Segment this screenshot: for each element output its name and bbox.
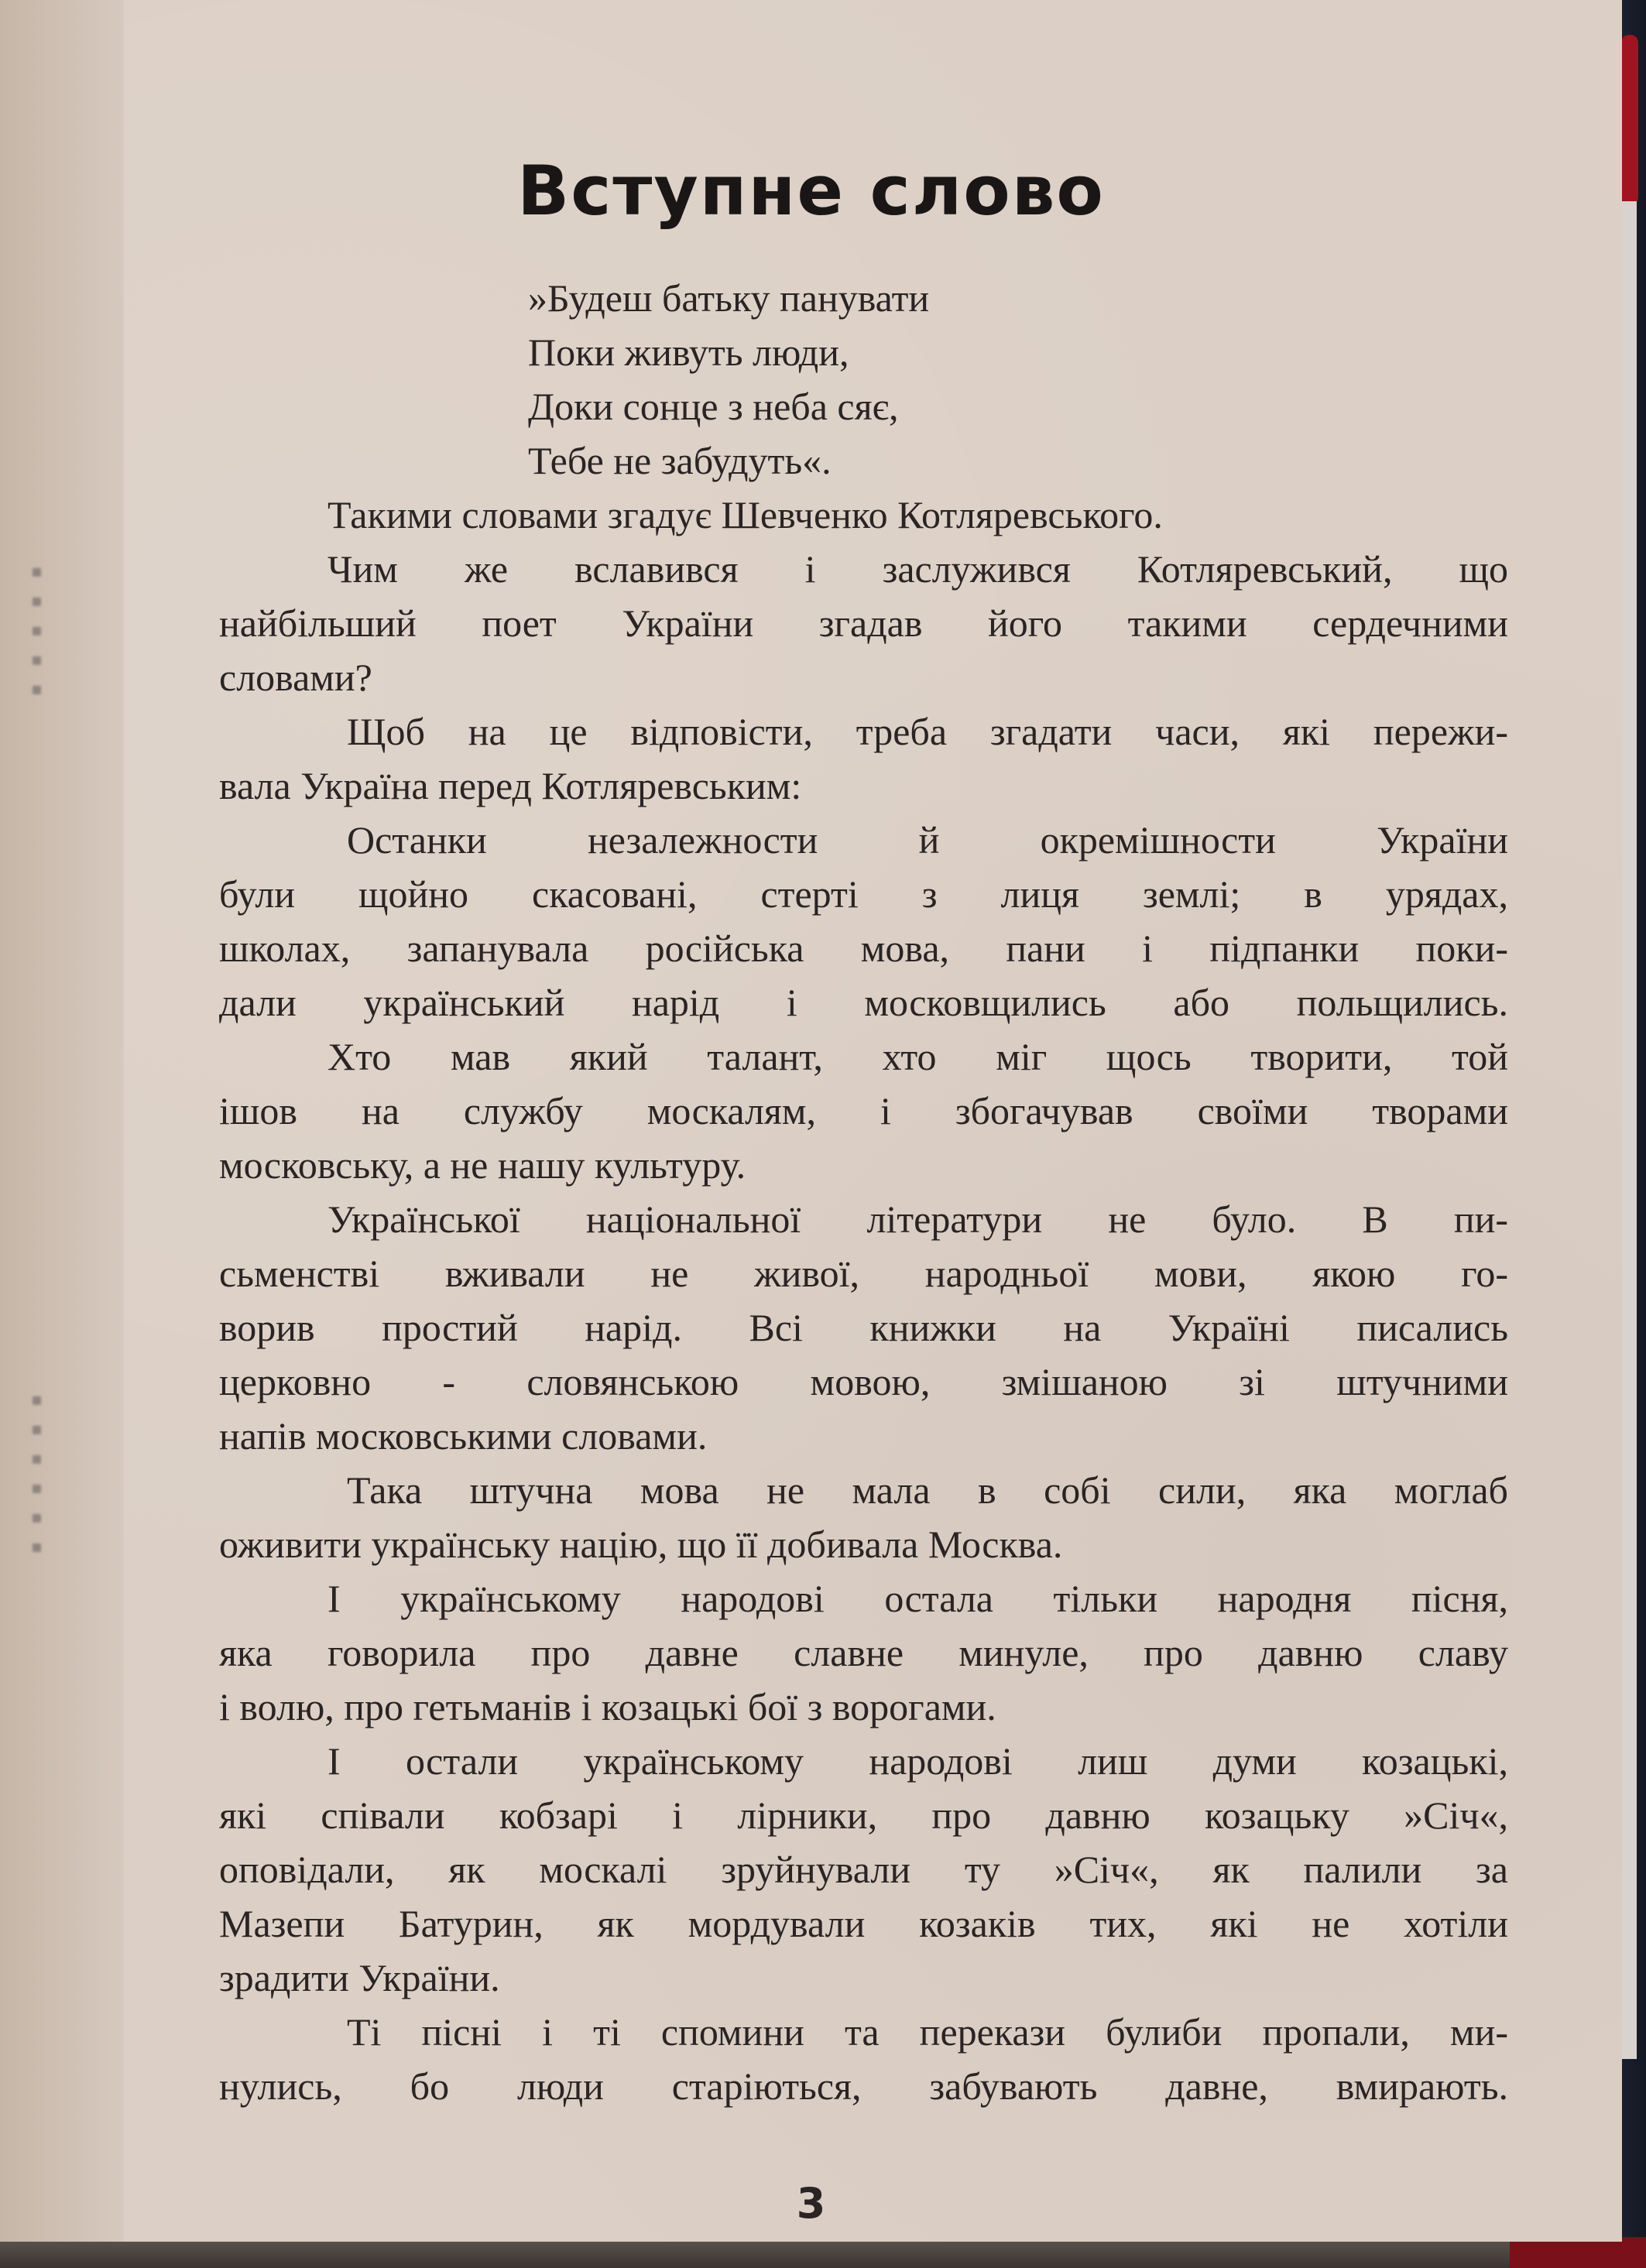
text-line: Така штучна мова не мала в собі сили, яка моглаб <box>347 1468 1508 1512</box>
text-line: оживити українську націю, що її добивала Москва. <box>219 1523 1063 1566</box>
page-gutter <box>0 0 124 2242</box>
text-line: московську, а не нашу культуру. <box>219 1143 746 1187</box>
text-line: Української національної літератури не було. В пи- <box>327 1197 1508 1241</box>
text-line: школах, запанувала російська мова, пани і підпанки поки- <box>219 927 1508 970</box>
text-line: словами? <box>219 656 372 699</box>
text-line: оповідали, як москалі зруйнували ту »Січ«, як палили за <box>219 1848 1508 1891</box>
text-line: яка говорила про давне славне минуле, про давню славу <box>219 1631 1508 1674</box>
poem-line: Тебе не забудуть«. <box>528 439 832 482</box>
page-edge-strip <box>1621 201 1637 2059</box>
book-bottom-edge <box>0 2241 1646 2268</box>
page-number: 3 <box>796 2179 826 2228</box>
text-line: зрадити України. <box>219 1956 500 1999</box>
text-line: І остали українському народові лиш думи козацькі, <box>327 1739 1508 1783</box>
body-text <box>219 488 1508 2113</box>
red-binding <box>1621 35 1638 205</box>
text-line: ворив простий нарід. Всі книжки на Україні писались <box>219 1306 1508 1349</box>
text-line: сьменстві вживали не живої, народньої мови, якою го- <box>219 1252 1508 1295</box>
text-line: Мазепи Батурин, як мордували козаків тих, які не хотіли <box>219 1902 1508 1945</box>
text-line: Хто мав який талант, хто міг щось творити, той <box>327 1035 1508 1078</box>
text-line: ішов на службу москалям, і збогачував своїми творами <box>219 1089 1508 1132</box>
page-title: Вступне слово <box>517 151 1105 231</box>
epigraph-poem <box>528 271 929 488</box>
text-line: вала Україна перед Котляревським: <box>219 764 802 807</box>
text-line: Чим же вславився і заслужився Котляревський, що <box>327 547 1508 591</box>
text-line: дали український нарід і московщились або польщились. <box>219 981 1508 1024</box>
text-line: І українському народові остала тільки народня пісня, <box>327 1577 1508 1620</box>
text-line: Останки незалежности й окремішности України <box>347 818 1508 862</box>
text-line: Ті пісні і ті спомини та перекази булиби пропали, ми- <box>347 2010 1508 2054</box>
poem-line: »Будеш батьку панувати <box>528 276 930 320</box>
text-line: які співали кобзарі і лірники, про давню козацьку »Січ«, <box>219 1794 1508 1837</box>
text-line: Щоб на це відповісти, треба згадати часи, які пережи- <box>347 710 1508 753</box>
red-cloth-corner <box>1510 2237 1646 2268</box>
text-line: нулись, бо люди старіються, забувають давне, вмирають. <box>219 2064 1508 2108</box>
text-line: і волю, про гетьманів і козацькі бої з ворогами. <box>219 1685 996 1728</box>
text-line: церковно - словянською мовою, змішаною зі штучними <box>219 1360 1508 1403</box>
poem-line: Доки сонце з неба сяє, <box>528 385 899 428</box>
text-line: Такими словами згадує Шевченко Котляревського. <box>327 493 1163 536</box>
poem-line: Поки живуть люди, <box>528 331 849 374</box>
show-through-marks: ▪ ▪ ▪ ▪ ▪ ▪ <box>31 1390 43 1557</box>
text-line: напів московськими словами. <box>219 1414 708 1458</box>
show-through-marks: ▪ ▪ ▪ ▪ ▪ <box>31 562 43 699</box>
text-line: найбільший поет України згадав його такими сердечними <box>219 601 1508 645</box>
text-line: були щойно скасовані, стерті з лиця землі; в урядах, <box>219 872 1508 916</box>
